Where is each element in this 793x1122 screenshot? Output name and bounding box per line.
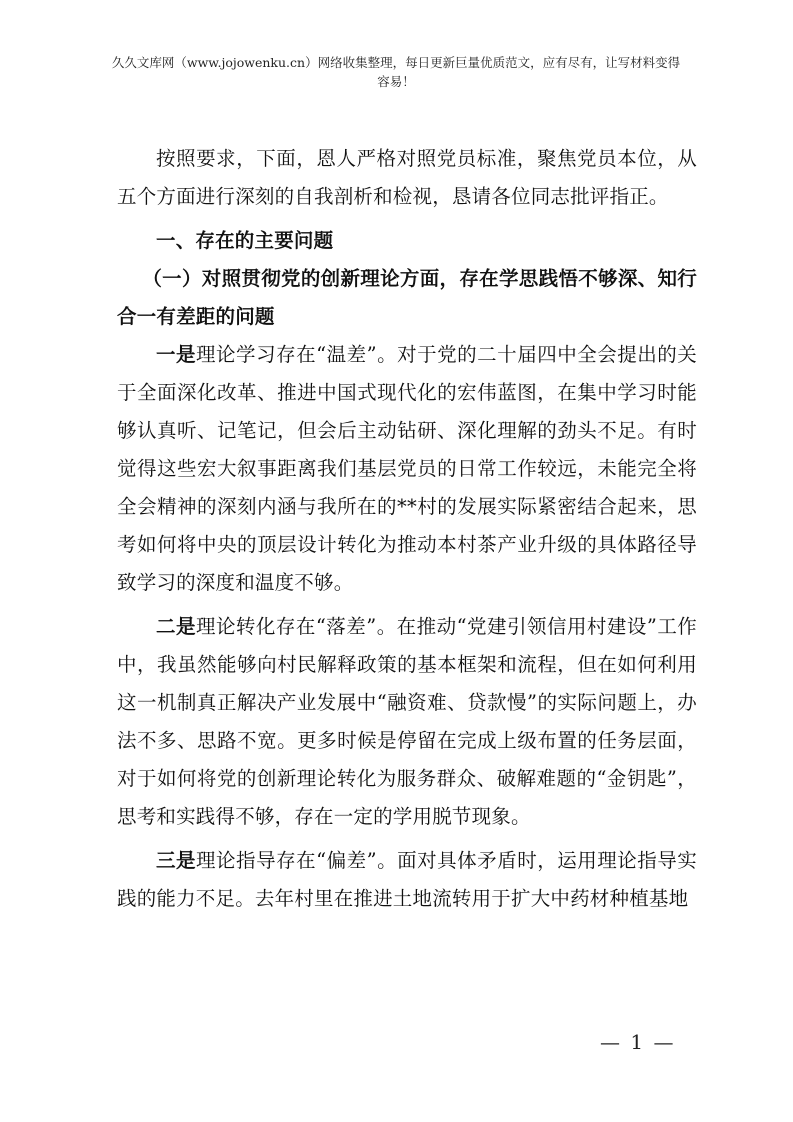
paragraph-2-text: 理论转化存在“落差”。在推动“党建引领信用村建设”工作中，我虽然能够向村民解释政策的基本框架和流程，但在如何利用这一机制真正解决产业发展中“融资难、贷款慢”的实际问题上，办法不多、思路不宽。更多时候是停留在完成上级布置的任务层面，对于如何将党的创新理论转化为服务群众、破解难题的“金钥匙”，思考和实践得不够，存在一定的学用脱节现象。	[117, 615, 697, 828]
paragraph-3-text: 理论指导存在“偏差”。面对具体矛盾时，运用理论指导实践的能力不足。去年村里在推进土地流转用于扩大中药材种植基地	[117, 849, 697, 910]
paragraph-3-lead: 三是	[156, 849, 197, 872]
subsection-title: （一）对照贯彻党的创新理论方面，存在学思践悟不够深、知行合一有差距的问题	[117, 267, 697, 328]
header-line-2: 容易！	[377, 74, 415, 89]
paragraph-1	[117, 336, 697, 602]
paragraph-2	[117, 608, 697, 836]
paragraph-1-lead: 一是	[156, 343, 197, 366]
paragraph-3	[117, 842, 697, 918]
document-header	[96, 53, 696, 91]
paragraph-1-text: 理论学习存在“温差”。对于党的二十届四中全会提出的关于全面深化改革、推进中国式现代化的宏伟蓝图，在集中学习时能够认真听、记笔记，但会后主动钻研、深化理解的劲头不足。有时觉得这些宏大叙事距离我们基层党员的日常工作较远，未能完全将全会精神的深刻内涵与我所在的**村的发展实际紧密结合起来，思考如何将中央的顶层设计转化为推动本村茶产业升级的具体路径导致学习的深度和温度不够。	[117, 343, 697, 594]
intro-paragraph: 按照要求，下面，恩人严格对照党员标准，聚焦党员本位，从五个方面进行深刻的自我剖析和检视，恳请各位同志批评指正。	[117, 147, 697, 208]
paragraph-2-lead: 二是	[156, 615, 196, 638]
document-body	[117, 140, 697, 918]
section-title: 一、存在的主要问题	[156, 229, 334, 252]
page-number: — 1 —	[600, 1030, 676, 1054]
header-line-1: 久久文库网（www.jojowenku.cn）网络收集整理，每日更新巨量优质范文，应有尽有，让写材料变得	[111, 55, 681, 70]
